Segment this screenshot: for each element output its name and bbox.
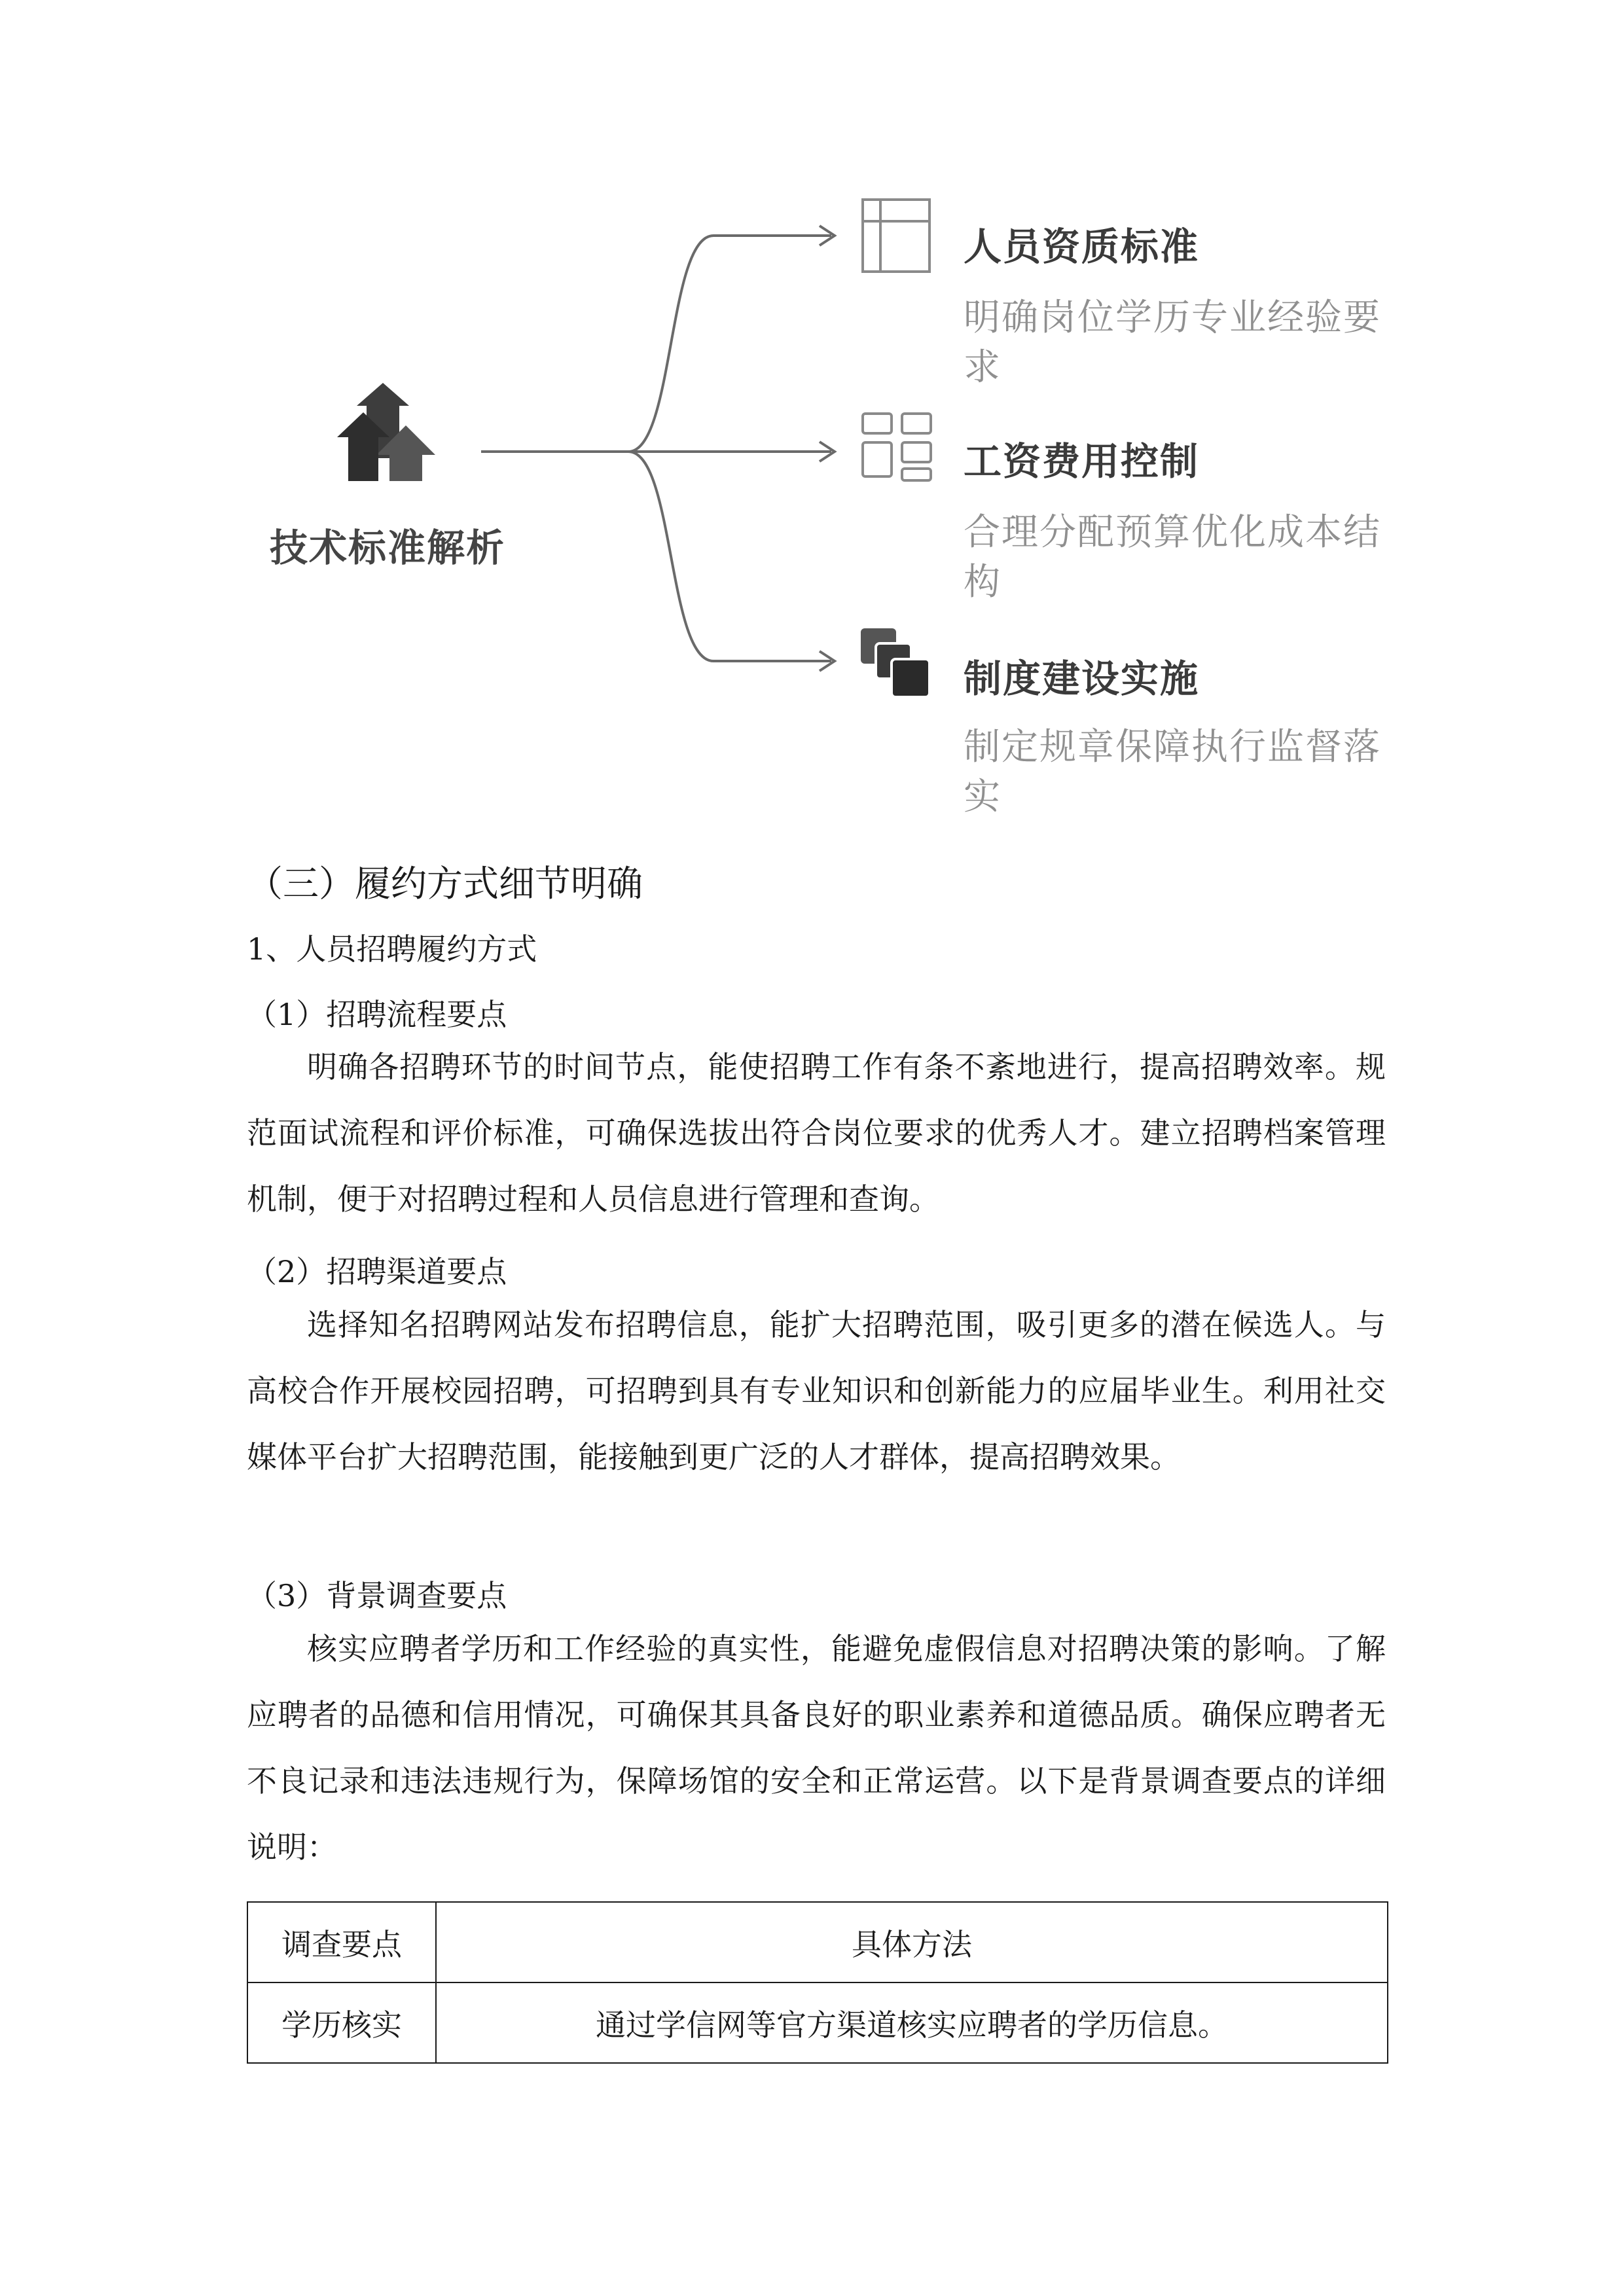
branch-3-desc: 制定规章保障执行监督落实 [964,726,1381,818]
branch-3-title: 制度建设实施 [964,656,1200,701]
item-3-title: （3）背景调查要点 [247,1578,507,1613]
table-cell: 通过学信网等官方渠道核实应聘者的学历信息。 [436,1982,1388,2063]
item-1-paragraph: 明确各招聘环节的时间节点，能使招聘工作有条不紊地进行，提高招聘效率。规范面试流程和评价标准，可确保选拔出符合岗位要求的优秀人才。建立招聘档案管理机制，便于对招聘过程和人员信息进行管理和查询。 [247,1049,1386,1217]
table-header-row [247,1902,1388,1982]
background-check-table [247,1901,1388,2064]
item-3-paragraph: 核实应聘者学历和工作经验的真实性，能避免虚假信息对招聘决策的影响。了解应聘者的品德和信用情况，可确保其具备良好的职业素养和道德品质。确保应聘者无不良记录和违法违规行为，保障场馆的安全和正常运营。以下是背景调查要点的详细说明： [247,1631,1386,1865]
item-2-paragraph: 选择知名招聘网站发布招聘信息，能扩大招聘范围，吸引更多的潜在候选人。与高校合作开展校园招聘，可招聘到具有专业知识和创新能力的应届毕业生。利用社交媒体平台扩大招聘范围，能接触到更广泛的人才群体，提高招聘效果。 [247,1307,1386,1475]
stacked-squares-icon [861,628,929,697]
mind-map-diagram [0,0,1624,851]
item-2-title: （2）招聘渠道要点 [247,1254,507,1289]
table-header-cell: 具体方法 [436,1902,1388,1982]
item-1-title: （1）招聘流程要点 [247,997,507,1032]
branch-2-desc: 合理分配预算优化成本结构 [964,511,1381,603]
table-grid-icon [863,200,929,272]
calculator-grid-icon [863,414,931,480]
branch-2-title: 工资费用控制 [964,439,1200,484]
table-header-cell: 调查要点 [247,1902,436,1982]
branch-1-desc: 明确岗位学历专业经验要求 [964,296,1381,389]
table-cell: 学历核实 [247,1982,436,2063]
diagram-root-label: 技术标准解析 [270,526,506,570]
upload-arrows-icon [337,383,435,481]
branch-1-title: 人员资质标准 [964,224,1200,269]
section-subheading: 1、人员招聘履约方式 [247,931,537,967]
table-row [247,1982,1388,2063]
section-heading: （三）履约方式细节明确 [247,863,643,905]
